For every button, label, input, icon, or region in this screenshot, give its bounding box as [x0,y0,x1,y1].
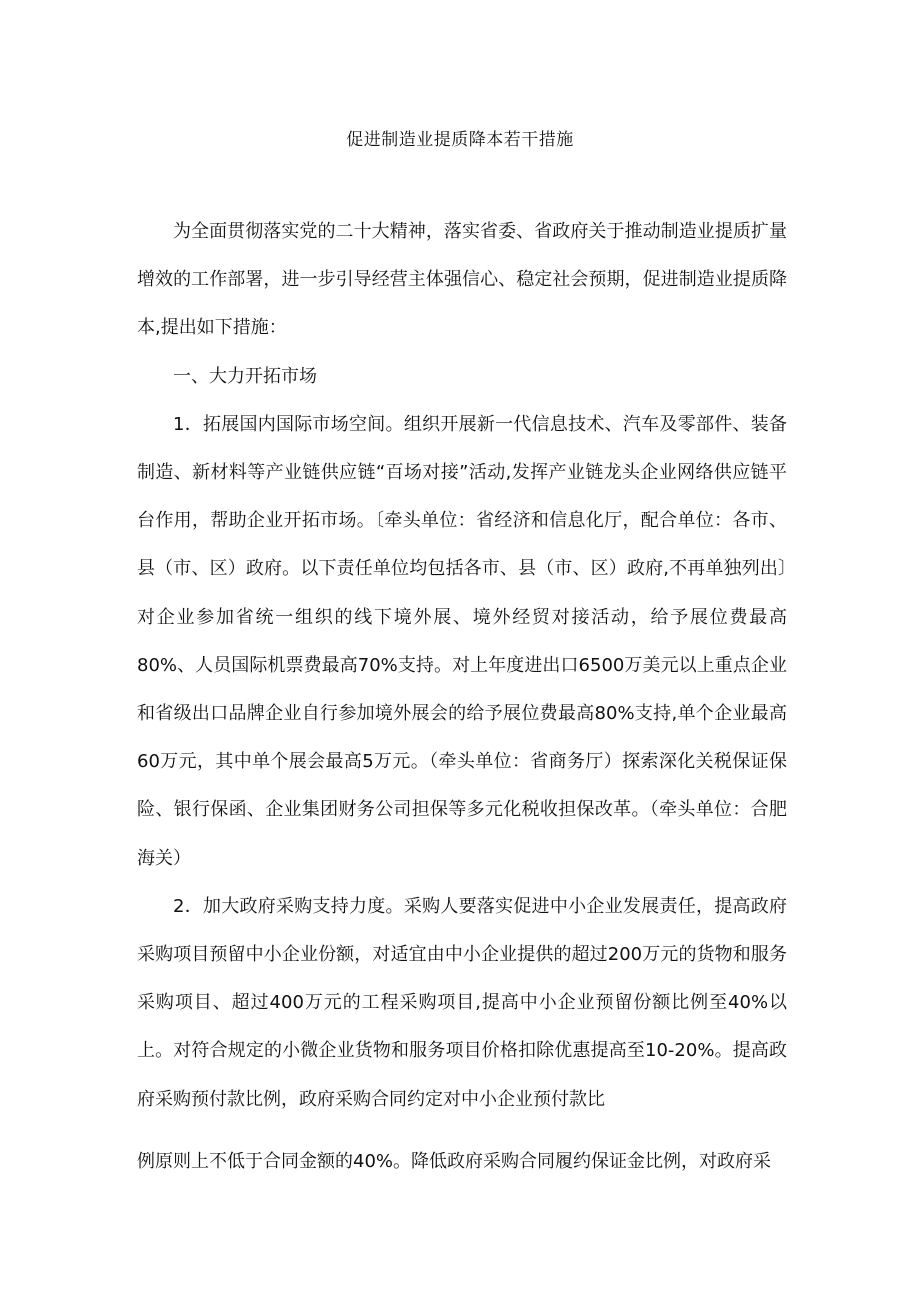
document-body [137,208,787,1186]
measure-paragraph-2: 2．加大政府采购支持力度。采购人要落实促进中小企业发展责任，提高政府采购项目预留中小企业份额，对适宜由中小企业提供的超过200万元的货物和服务采购项目、超过400万元的工程采购项目,提高中小企业预留份额比例至40%以上。对符合规定的小微企业货物和服务项目价格扣除优惠提高至10-20%。提高政府采购预付款比例，政府采购合同约定对中小企业预付款比 [137,895,787,1110]
section-heading: 一、大力开拓市场 [173,365,317,387]
measure-paragraph-1: 1．拓展国内国际市场空间。组织开展新一代信息技术、汽车及零部件、装备制造、新材料等产业链供应链“百场对接”活动,发挥产业链龙头企业网络供应链平台作用，帮助企业开拓市场。〔牵头单位：省经济和信息化厅，配合单位：各市、县（市、区）政府。以下责任单位均包括各市、县（市、区）政府,不再单独列出〕对企业参加省统一组织的线下境外展、境外经贸对接活动，给予展位费最高80%、人员国际机票费最高70%支持。对上年度进出口6500万美元以上重点企业和省级出口品牌企业自行参加境外展会的给予展位费最高80%支持,单个企业最高60万元，其中单个展会最高5万元。（牵头单位：省商务厅）探索深化关税保证保险、银行保函、企业集团财务公司担保等多元化税收担保改革。（牵头单位：合肥海关） [137,413,787,869]
intro-paragraph: 为全面贯彻落实党的二十大精神，落实省委、省政府关于推动制造业提质扩量增效的工作部署，进一步引导经营主体强信心、稳定社会预期，促进制造业提质降本,提出如下措施： [137,221,787,339]
continuation-paragraph: 例原则上不低于合同金额的40%。降低政府采购合同履约保证金比例，对政府采 [137,1150,772,1172]
document-title: 促进制造业提质降本若干措施 [346,130,574,150]
